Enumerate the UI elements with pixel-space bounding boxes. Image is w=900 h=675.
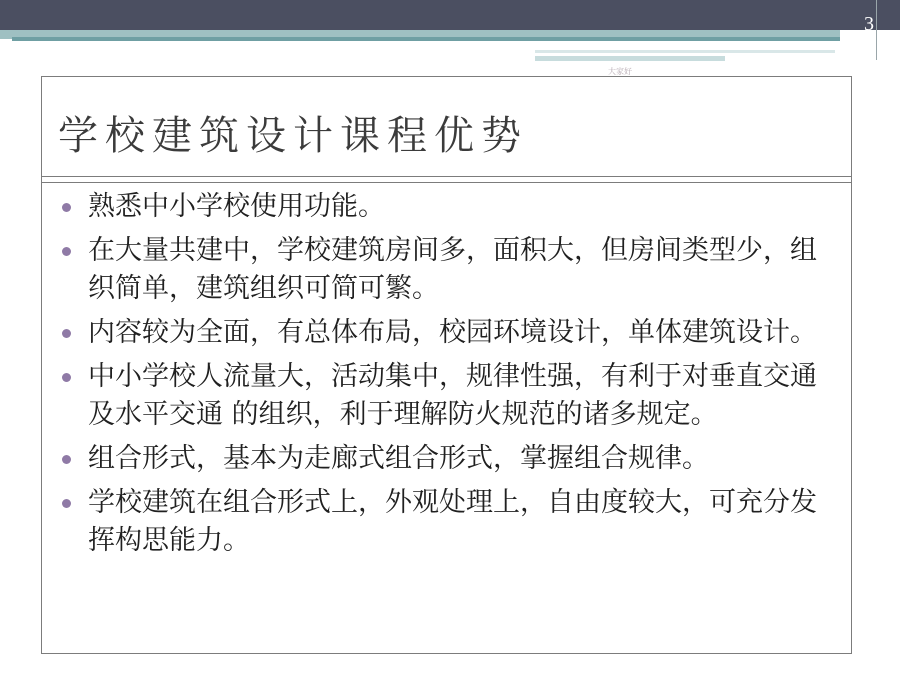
bullet-dot-icon [62, 247, 71, 256]
bullet-item [60, 358, 842, 434]
bullet-dot-icon [62, 455, 71, 464]
bullet-dot-icon [62, 329, 71, 338]
slide-number: 3 [864, 13, 874, 35]
watermark-text: 大家好 [608, 67, 632, 76]
bullet-text: 学校建筑在组合形式上，外观处理上，自由度较大，可充分发挥构思能力。 [88, 487, 817, 556]
bullet-list [60, 188, 842, 566]
bullet-dot-icon [62, 373, 71, 382]
header-accent-stripe-dark [12, 37, 840, 41]
header-bar [0, 0, 900, 30]
bullet-text: 中小学校人流量大，活动集中，规律性强，有利于对垂直交通及水平交通 的组织，利于理解防火规范的诸多规定。 [88, 361, 817, 430]
bullet-item [60, 484, 842, 560]
bullet-text: 在大量共建中，学校建筑房间多，面积大，但房间类型少，组织简单，建筑组织可简可繁。 [88, 235, 817, 304]
title-divider-top [42, 176, 851, 177]
bullet-item [60, 440, 842, 478]
bullet-text: 内容较为全面，有总体布局，校园环境设计，单体建筑设计。 [88, 317, 817, 348]
header-accent-line-short [535, 56, 725, 61]
title-divider-bottom [42, 182, 851, 183]
slide-title: 学校建筑设计课程优势 [58, 113, 528, 159]
bullet-dot-icon [62, 499, 71, 508]
bullet-text: 组合形式，基本为走廊式组合形式，掌握组合规律。 [88, 443, 709, 474]
bullet-item [60, 188, 842, 226]
bullet-text: 熟悉中小学校使用功能。 [88, 191, 385, 222]
bullet-item [60, 232, 842, 308]
header-accent-line [535, 50, 835, 53]
bullet-item [60, 314, 842, 352]
bullet-dot-icon [62, 203, 71, 212]
